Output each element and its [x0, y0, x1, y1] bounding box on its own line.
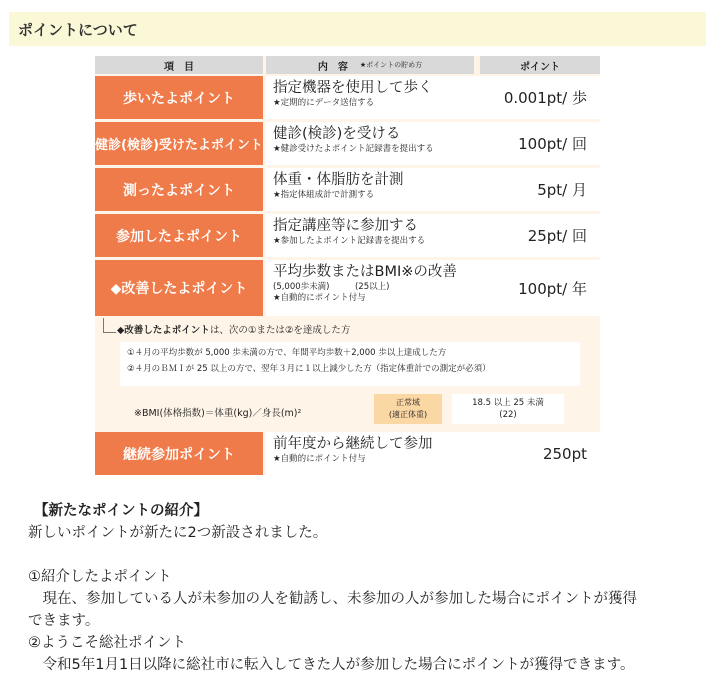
normal-range-label — [374, 394, 442, 424]
normal-label-line: 正常域 — [396, 398, 420, 407]
content-sub: ★参加したよポイント記録書を提出する — [273, 236, 426, 246]
content-main: 健診(検診)を受ける — [273, 126, 401, 142]
note-title — [117, 322, 350, 336]
normal-range-value — [452, 394, 564, 424]
content-main: 平均歩数またはBMI※の改善 — [273, 264, 457, 280]
item2-title: ②ようこそ総社ポイント — [28, 635, 186, 651]
point-name: 参加したよポイント — [95, 214, 263, 257]
point-value: 25pt/ 回 — [480, 214, 600, 257]
header-item: 項 目 — [95, 56, 263, 74]
note-title-bold: ◆改善したよポイント — [117, 325, 210, 336]
arrow-icon — [103, 318, 116, 333]
point-value: 0.001pt/ 歩 — [480, 76, 600, 119]
normal-range-line: 18.5 以上 25 未満 — [472, 398, 544, 408]
point-value: 250pt — [480, 432, 600, 475]
header-content-label: 内 容 — [317, 61, 348, 73]
spacer — [28, 544, 718, 566]
note-line: ①４月の平均歩数が 5,000 歩未満の方で、年間平均歩数＋2,000 歩以上達成した方 — [127, 348, 447, 358]
content-main: 指定講座等に参加する — [273, 218, 418, 234]
section-title: ポイントについて — [9, 12, 706, 46]
item1-title: ①紹介したよポイント — [28, 569, 172, 585]
point-name: 健診(検診)受けたよポイント — [95, 122, 263, 165]
point-name: 継続参加ポイント — [95, 432, 263, 475]
normal-label-line: (適正体重) — [388, 410, 428, 419]
note-line: ②４月のＢＭＩが 25 以上の方で、翌年３月に１以上減少した方（指定体重計での測定が必須） — [127, 364, 491, 374]
point-value: 100pt/ 年 — [480, 260, 600, 316]
bmi-formula: ※BMI(体格指数)＝体重(kg)／身長(m)² — [134, 408, 302, 419]
intro-heading: 【新たなポイントの紹介】 — [34, 503, 208, 519]
content-sub: ★指定体組成計で計測する — [273, 190, 375, 200]
item1-body: 現在、参加している人が未参加の人を勧誘し、未参加の人が参加した場合にポイントが獲得 — [28, 591, 637, 607]
content-sub: ★定期的にデータ送信する — [273, 98, 375, 108]
header-points: ポイント — [480, 56, 600, 74]
normal-range-line: (22) — [499, 410, 517, 420]
header-content — [266, 56, 474, 74]
item1-body-cont: できます。 — [28, 613, 100, 629]
content-main: 前年度から継続して参加 — [273, 436, 433, 452]
header-content-note: ★ポイントの貯め方 — [359, 61, 423, 69]
point-name: 歩いたよポイント — [95, 76, 263, 119]
item2-body: 令和5年1月1日以降に総社市に転入してきた人が参加した場合にポイントが獲得できます。 — [28, 657, 635, 673]
point-name: ◆改善したよポイント — [95, 260, 263, 316]
point-value: 100pt/ 回 — [480, 122, 600, 165]
intro-text — [28, 500, 718, 676]
point-value: 5pt/ 月 — [480, 168, 600, 211]
content-sub: ★健診受けたよポイント記録書を提出する — [273, 144, 434, 154]
content-sub: (5,000歩未満) (25以上) — [273, 282, 390, 292]
content-sub: ★自動的にポイント付与 — [273, 454, 366, 464]
content-sub: ★自動的にポイント付与 — [273, 293, 366, 303]
points-table-image — [95, 56, 600, 475]
note-title-rest: は、次の①または②を達成した方 — [209, 325, 351, 336]
note-box — [120, 342, 580, 386]
content-main: 指定機器を使用して歩く — [273, 80, 433, 96]
intro-lead: 新しいポイントが新たに2つ新設されました。 — [28, 525, 328, 541]
content-main: 体重・体脂肪を計測 — [273, 172, 404, 188]
point-name: 測ったよポイント — [95, 168, 263, 211]
